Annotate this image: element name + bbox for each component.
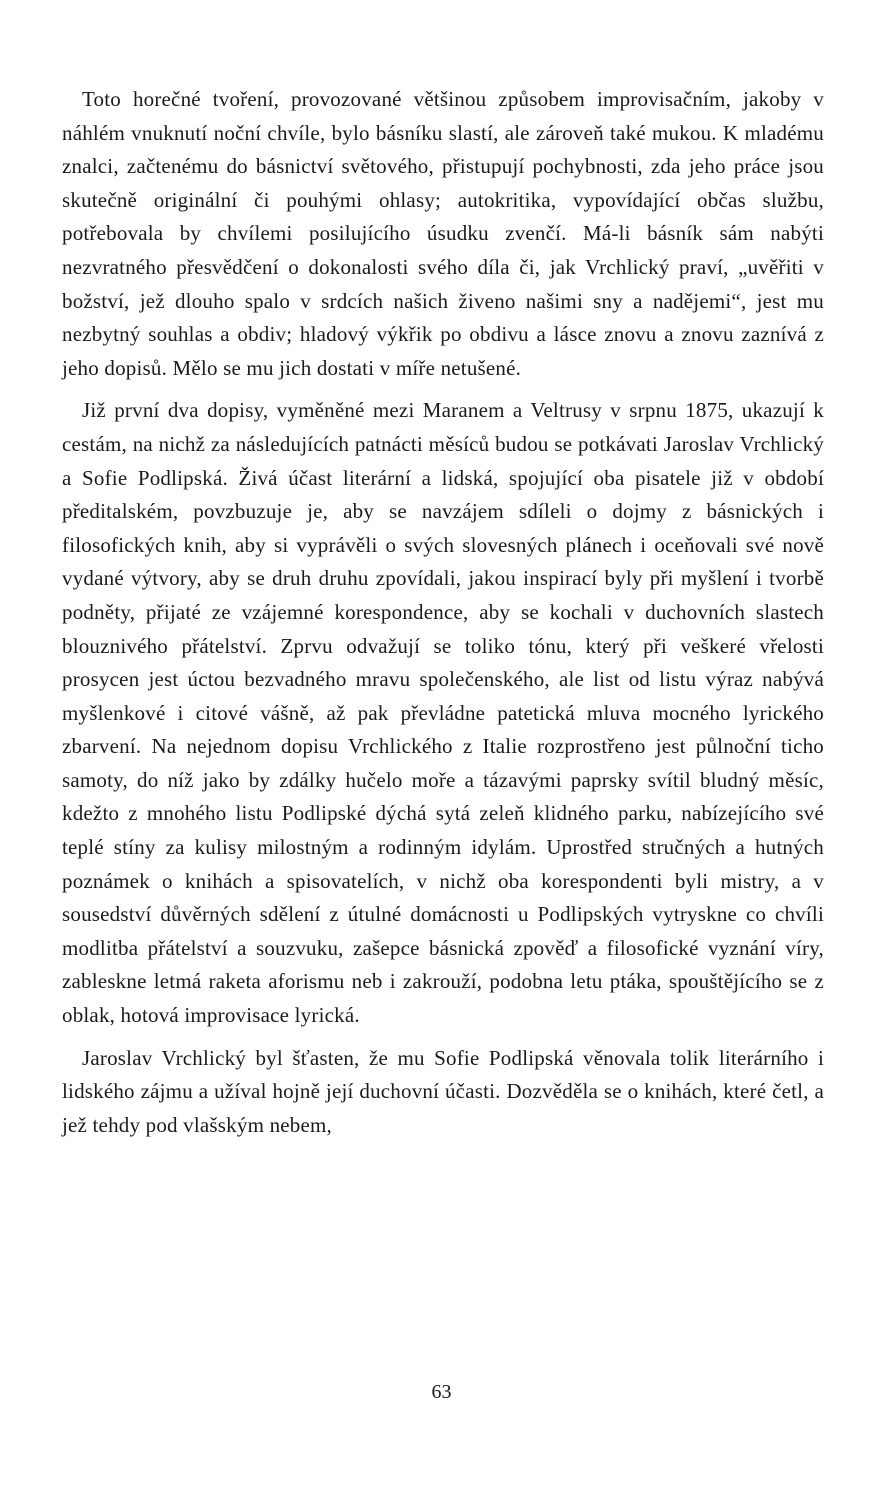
paragraph-2: Již první dva dopisy, vyměněné mezi Maranem a Veltrusy v srpnu 1875, ukazují k cestám, na nichž za následujících patnácti měsíců budou se potkávati Jaroslav Vrchlický a Sofie Podlipská. Živá účast literární a lidská, spojující oba pisatele již v období předitalském, povzbuzuje je, aby se navzájem sdíleli o dojmy z básnických i filosofických knih, aby si vyprávěli o svých slovesných plánech i oceňovali své nově vydané výtvory, aby se druh druhu zpovídali, jakou inspirací byly při myšlení i tvorbě podněty, přijaté ze vzájemné korespondence, aby se kochali v duchovních slastech blouznivého přátelství. Zprvu odvažují se toliko tónu, který při veškeré vřelosti prosycen jest úctou bezvadného mravu společenského, ale list od listu výraz nabývá myšlenkové i citové vášně, až pak převládne patetická mluva mocného lyrického zbarvení. Na nejednom dopisu Vrchlického z Italie rozprostřeno jest půlnoční ticho samoty, do níž jako by zdálky hučelo moře a tázavými paprsky svítil bludný měsíc, kdežto z mnohého listu Podlipské dýchá sytá zeleň klidného parku, nabízejícího své teplé stíny za kulisy milostným a rodinným idylám. Uprostřed stručných a hutných poznámek o knihách a spisovatelích, v nichž oba korespondenti byli mistry, a v sousedství důvěrných sdělení z útulné domácnosti u Podlipských vytryskne co chvíli modlitba přátelství a souzvuku, zašepce básnická zpověď a filosofické vyznání víry, zableskne letmá raketa aforismu neb i zakrouží, podobna letu ptáka, spouštějícího se z oblak, hotová improvisace lyrická. — [62, 398, 824, 1028]
paragraph-3: Jaroslav Vrchlický byl šťasten, že mu Sofie Podlipská věnovala tolik literárního i lidského zájmu a užíval hojně její duchovní účasti. Dozvěděla se o knihách, které četl, a jež tehdy pod vlašským nebem, — [62, 1045, 824, 1137]
paragraph-1: Toto horečné tvoření, provozované většinou způsobem improvisačním, jakoby v náhlém vnuknutí noční chvíle, bylo básníku slastí, ale zároveň také mukou. K mladému znalci, začtenému do básnictví světového, přistupují pochybnosti, zda jeho práce jsou skutečně originální či pouhými ohlasy; autokritika, vypovídající občas službu, potřebovala by chvílemi posilujícího úsudku zvenčí. Má-li básník sám nabýti nezvratného přesvědčení o dokonalosti svého díla či, jak Vrchlický praví, „uvěřiti v božství, jež dlouho spalo v srdcích našich živeno našimi sny a nadějemi“, jest mu nezbytný souhlas a obdiv; hladový výkřik po obdivu a lásce znovu a znovu zaznívá z jeho dopisů. Mělo se mu jich dostati v míře netušené. — [62, 87, 824, 380]
page-number: 63 — [431, 1381, 452, 1403]
page-text — [62, 83, 824, 1142]
